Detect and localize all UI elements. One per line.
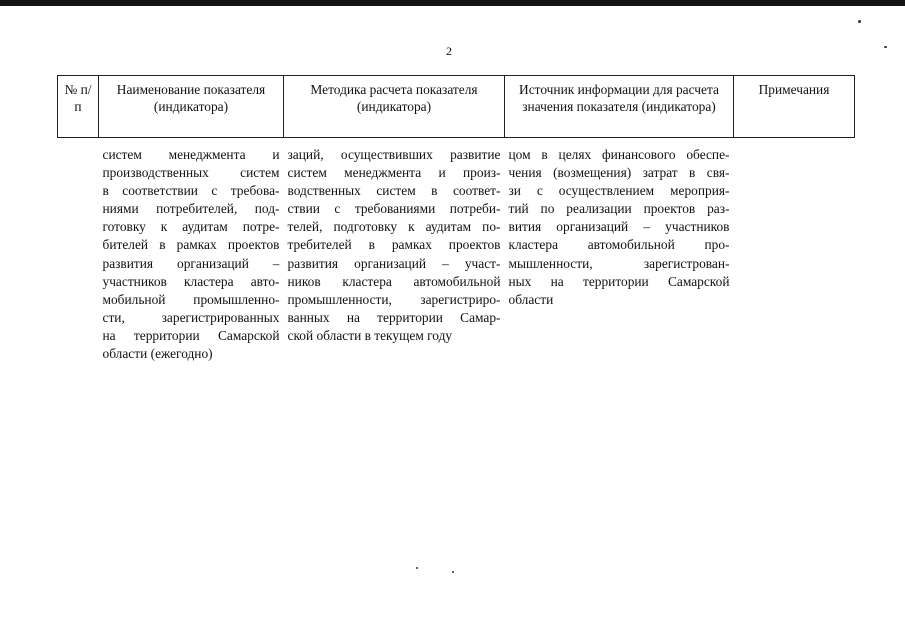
text-line: ниями потребителей, под- <box>102 201 280 217</box>
text-line: производственных систем <box>102 165 280 181</box>
text-line: ных на территории Самарской <box>508 273 730 289</box>
indicators-table <box>57 75 855 363</box>
text-line: кластера автомобильной про- <box>508 237 730 253</box>
text-line: области <box>508 291 554 307</box>
text-line: вития организаций – участников <box>508 219 730 235</box>
text-line: промышленности, зарегистриро- <box>287 291 501 307</box>
text-line: мобильной промышленно- <box>102 291 280 307</box>
information-source-text <box>509 146 730 309</box>
text-line: развития организаций – участ- <box>287 255 501 271</box>
text-line: систем менеджмента и произ- <box>287 165 501 181</box>
indicator-name-text <box>103 146 280 363</box>
text-line: заций, осуществивших развитие <box>287 147 501 162</box>
scan-speck <box>858 20 861 23</box>
header-indicator-name: Наименование показателя (индикатора) <box>99 76 284 138</box>
table-header-row <box>58 76 855 138</box>
header-information-source: Источник информации для расчета значения показателя (индикатора) <box>505 76 734 138</box>
cell-indicator-name <box>99 138 284 364</box>
scan-top-edge <box>0 0 905 6</box>
text-line: цом в целях финансового обеспе- <box>508 147 730 162</box>
scan-speck <box>884 46 887 48</box>
text-line: бителей в рамках проектов <box>102 237 280 253</box>
cell-notes <box>734 138 855 364</box>
text-line: водственных систем в соответ- <box>287 183 501 199</box>
text-line: требителей в рамках проектов <box>287 237 501 253</box>
text-line: систем менеджмента и <box>102 147 280 162</box>
text-line: мышленности, зарегистрован- <box>508 255 730 271</box>
calculation-method-text <box>288 146 501 345</box>
scan-speck <box>452 571 454 573</box>
text-line: телей, подготовку к аудитам по- <box>287 219 501 235</box>
text-line: ванных на территории Самар- <box>287 309 501 325</box>
text-line: развития организаций – <box>102 255 280 271</box>
page-number: 2 <box>446 44 452 58</box>
text-line: тий по реализации проектов раз- <box>508 201 730 217</box>
text-line: чения (возмещения) затрат в свя- <box>508 165 730 181</box>
text-line: сти, зарегистрированных <box>102 309 280 325</box>
cell-information-source <box>505 138 734 364</box>
text-line: на территории Самарской <box>102 327 280 343</box>
text-line: области (ежегодно) <box>102 346 213 362</box>
cell-calculation-method <box>284 138 505 364</box>
header-calculation-method: Методика расчета показателя (индикатора) <box>284 76 505 138</box>
scan-speck <box>416 567 418 569</box>
text-line: ствии с требованиями потреби- <box>287 201 501 217</box>
text-line: участников кластера авто- <box>102 273 280 289</box>
cell-number <box>58 138 99 364</box>
text-line: ской области в текущем году <box>287 327 453 343</box>
text-line: в соответствии с требова- <box>102 183 280 199</box>
table-row <box>58 138 855 364</box>
header-number: № п/п <box>58 76 99 138</box>
text-line: зи с осуществлением мероприя- <box>508 183 730 199</box>
text-line: готовку к аудитам потре- <box>102 219 280 235</box>
header-notes: Примечания <box>734 76 855 138</box>
text-line: ников кластера автомобильной <box>287 273 501 289</box>
